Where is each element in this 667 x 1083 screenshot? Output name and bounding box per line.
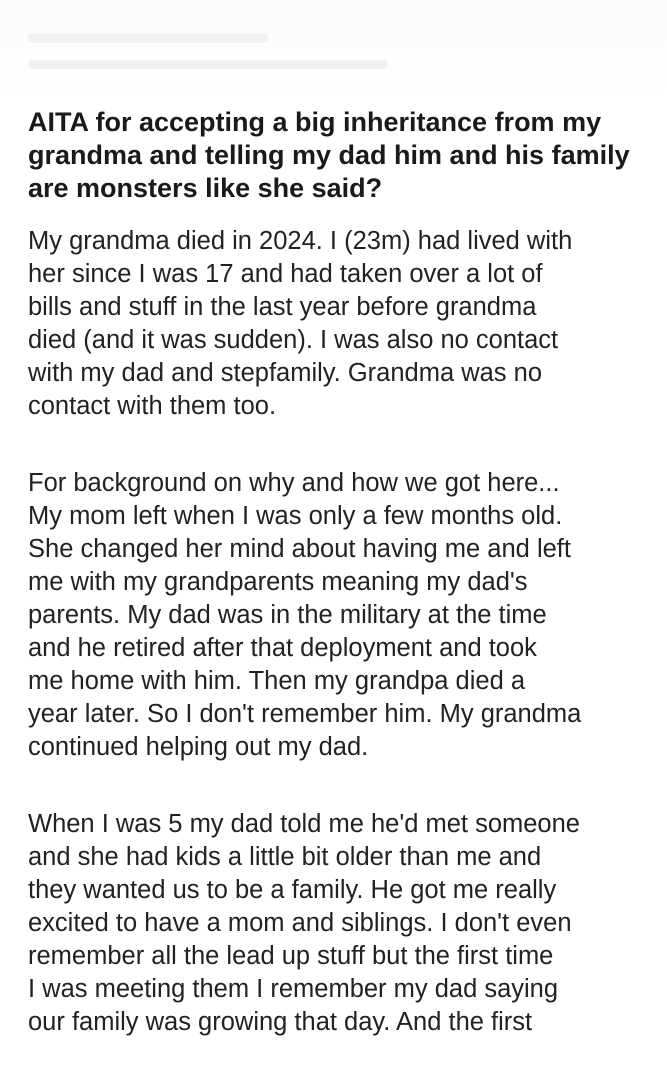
post-paragraph: For background on why and how we got here... My mom left when I was only a few months old. She changed her mind about having me and left me with my grandparents meaning my dad's parents. My dad was in the military at the time and he retired after that deployment and took me home with him. Then my grandpa died a year later. So I don't remember him. My grandma continued helping out my dad.: [28, 469, 582, 761]
post-paragraph: My grandma died in 2024. I (23m) had lived with her since I was 17 and had taken over a lot of bills and stuff in the last year before grandma died (and it was sudden). I was also no contact with my dad and stepfamily. Grandma was no contact with them too.: [28, 227, 573, 420]
faded-header-line: [28, 34, 268, 43]
faded-header-line: [28, 60, 388, 69]
faded-header-area: [0, 0, 667, 95]
post-title: AITA for accepting a big inheritance from my grandma and telling my dad him and his family are monsters like she said?: [28, 107, 630, 203]
post-paragraph: When I was 5 my dad told me he'd met someone and she had kids a little bit older than me and they wanted us to be a family. He got me really excited to have a mom and siblings. I don't even remember all the lead up stuff but the first time I was meeting them I remember my dad saying our family was growing that day. And the first: [28, 810, 580, 1036]
post-body: [28, 225, 640, 1039]
post-content: [28, 106, 640, 1083]
